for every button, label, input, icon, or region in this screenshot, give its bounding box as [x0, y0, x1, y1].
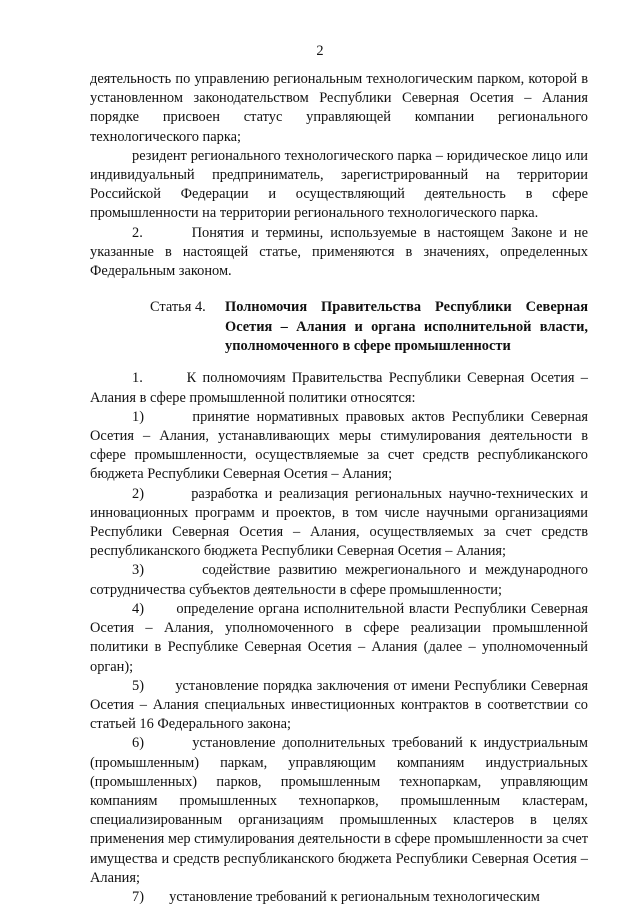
- paragraph-continuation: деятельность по управлению региональным технологическим парком, которой в установленном законодательством Республики Северная Осетия – Алания порядке присвоен статус управляющей компании регионального технологического парка;: [90, 71, 588, 145]
- list-item: 5) установление порядка заключения от имени Республики Северная Осетия – Алания специальных инвестиционных контрактов в соответствии со статьей 16 Федерального закона;: [90, 677, 588, 733]
- list-item: 7) установление требований к региональным технологическим: [132, 888, 540, 905]
- article-title: Полномочия Правительства Республики Северная Осетия – Алания и органа исполнительной власти, уполномоченного в сфере промышленности: [225, 299, 588, 355]
- list-item: 4) определение органа исполнительной власти Республики Северная Осетия – Алания, уполномоченного в сфере реализации промышленной политики в Республике Северная Осетия – Алания (далее – уполномоченный орган);: [90, 600, 588, 675]
- paragraph-resident-definition: резидент регионального технологического парка – юридическое лицо или индивидуальный предприниматель, зарегистрированный на территории Российской Федерации и осуществляющий деятельность в сфере промышленности на территории регионального технологического парка.: [90, 147, 588, 222]
- page-number: 2: [316, 43, 324, 59]
- paragraph-terms: 2. Понятия и термины, используемые в настоящем Законе и не указанные в настоящей статье, применяются в значениях, определенных Федеральным законом.: [90, 224, 588, 280]
- document-body: [90, 70, 588, 907]
- article-label: Статья 4.: [150, 299, 206, 316]
- list-item: 3) содействие развитию межрегионального и международного сотрудничества субъектов деятельности в сфере промышленности;: [90, 562, 588, 598]
- article-heading: [90, 298, 588, 356]
- list-item: 2) разработка и реализация региональных научно-технических и инновационных программ и проектов, в том числе научными организациями Республики Северная Осетия – Алания, осуществляемых за счет средств республиканского бюджета Республики Северная Осетия – Алания;: [90, 485, 588, 560]
- list-item: 1. К полномочиям Правительства Республики Северная Осетия – Алания в сфере промышленной политики относятся:: [90, 370, 588, 406]
- list-item: 1) принятие нормативных правовых актов Республики Северная Осетия – Алания, устанавливающих меры стимулирования деятельности в сфере промышленности, осуществляемые за счет средств республиканского бюджета Республики Северная Осетия – Алания;: [90, 408, 588, 483]
- list-item: 6) установление дополнительных требований к индустриальным (промышленным) паркам, управляющим компаниям индустриальных (промышленных) парков, промышленным технопаркам, управляющим компаниям промышленных технопарков, промышленным кластерам, специализированным организациям промышленных кластеров в целях применения мер стимулирования деятельности в сфере промышленности за счет имущества и средств республиканского бюджета Республики Северная Осетия – Алания;: [90, 735, 588, 886]
